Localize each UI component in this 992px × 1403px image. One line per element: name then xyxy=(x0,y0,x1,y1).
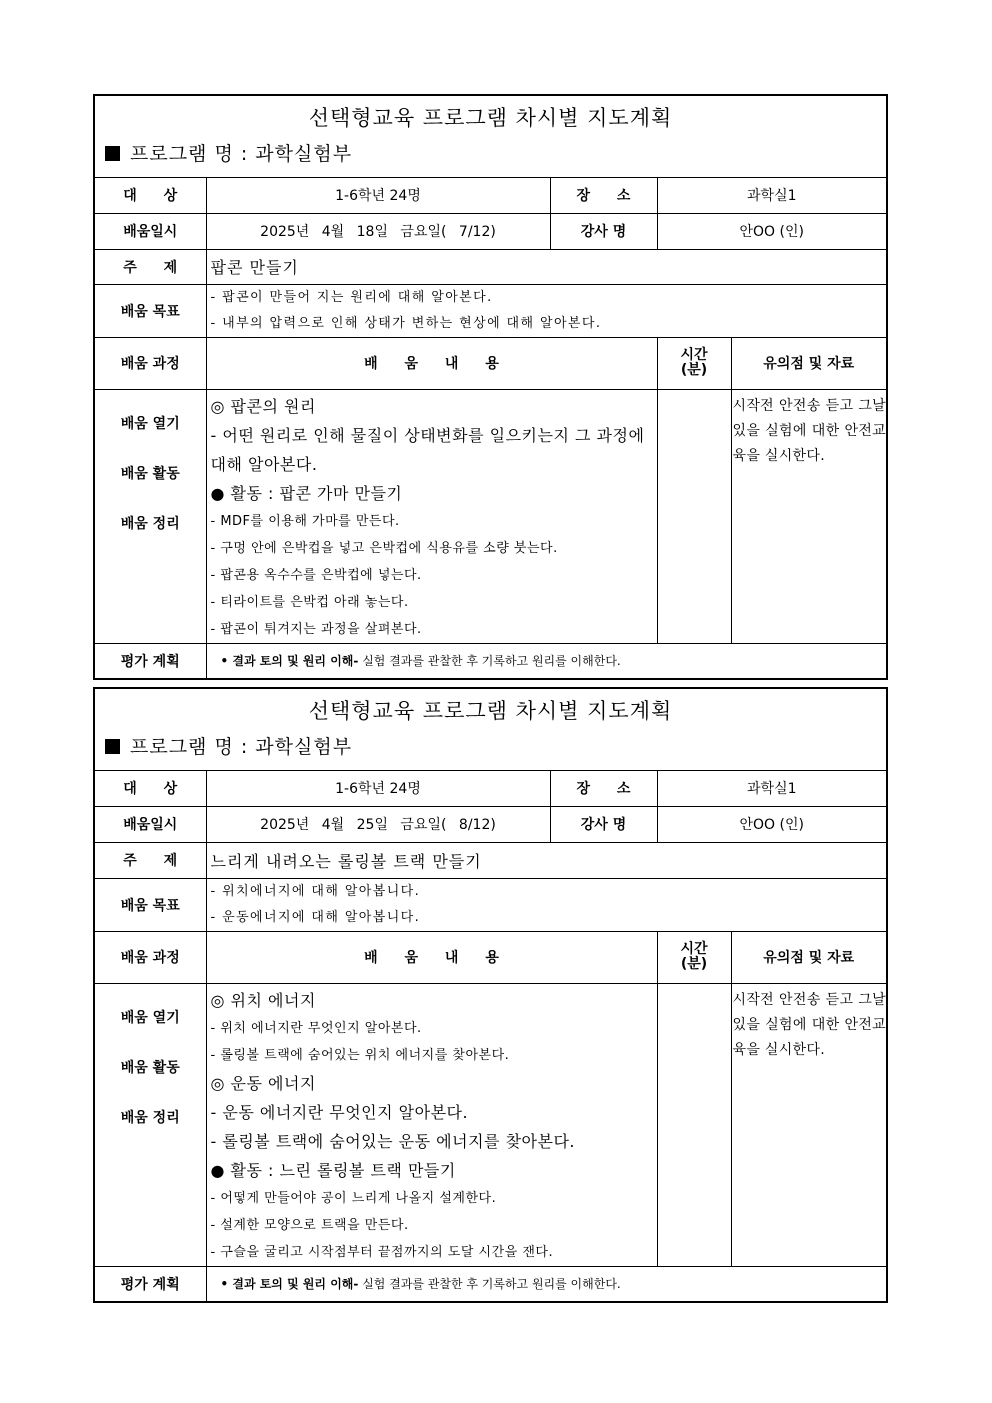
datetime-value: 2025년 4월 18일 금요일( 7/12) xyxy=(206,213,550,249)
stage-closing: 배움 정리 xyxy=(120,515,180,532)
time-header xyxy=(657,931,731,983)
time-header-line1: 시간 xyxy=(680,941,708,957)
target-value: 1-6학년 24명 xyxy=(206,771,550,806)
stage-closing: 배움 정리 xyxy=(120,1109,180,1126)
plan-table xyxy=(95,178,886,678)
goals-label: 배움 목표 xyxy=(95,878,206,931)
evaluation-label: 평가 계획 xyxy=(95,1266,206,1301)
square-bullet-icon xyxy=(105,739,120,754)
stage-opening: 배움 열기 xyxy=(120,1009,180,1026)
plan-title: 선택형교육 프로그램 차시별 지도계획 xyxy=(308,699,673,723)
content-line: ◎ 팝콘의 원리 xyxy=(210,396,316,416)
datetime-label: 배움일시 xyxy=(95,806,206,842)
row-datetime xyxy=(95,213,886,249)
evaluation-text: 실험 결과를 관찰한 후 기록하고 원리를 이해한다. xyxy=(358,654,621,669)
evaluation-title: • 결과 토의 및 원리 이해- xyxy=(220,654,359,669)
evaluation-text: 실험 결과를 관찰한 후 기록하고 원리를 이해한다. xyxy=(358,1277,621,1292)
time-header xyxy=(657,337,731,389)
theme-value: 느리게 내려오는 롤링볼 트랙 만들기 xyxy=(206,842,886,878)
row-target xyxy=(95,178,886,213)
place-label: 장 소 xyxy=(550,771,657,806)
content-line: - 롤링볼 트랙에 숨어있는 위치 에너지를 찾아본다. xyxy=(210,1047,510,1063)
instructor-label: 강사 명 xyxy=(550,806,657,842)
row-process-body xyxy=(95,389,886,643)
lesson-plan-2 xyxy=(93,687,888,1303)
lesson-plan-1 xyxy=(93,94,888,680)
plan-table xyxy=(95,771,886,1301)
notes-value: 시작전 안전송 듣고 그날 있을 실험에 대한 안전교육을 실시한다. xyxy=(731,389,886,643)
content-line: - 설계한 모양으로 트랙을 만든다. xyxy=(210,1217,409,1233)
notes-value: 시작전 안전송 듣고 그날 있을 실험에 대한 안전교육을 실시한다. xyxy=(731,983,886,1266)
datetime-value: 2025년 4월 25일 금요일( 8/12) xyxy=(206,806,550,842)
content-line: ◎ 위치 에너지 xyxy=(210,990,316,1010)
goal-item: - 내부의 압력으로 인해 상태가 변하는 현상에 대해 알아본다. xyxy=(210,315,602,331)
goal-item: - 팝콘이 만들어 지는 원리에 대해 알아본다. xyxy=(210,289,493,305)
instructor-value: 안OO (인) xyxy=(657,806,886,842)
content-line: ● 활동 : 팝콘 가마 만들기 xyxy=(210,483,403,503)
target-value: 1-6학년 24명 xyxy=(206,178,550,213)
place-value: 과학실1 xyxy=(657,771,886,806)
stage-opening: 배움 열기 xyxy=(120,415,180,432)
content-line: - 티라이트를 은박컵 아래 놓는다. xyxy=(210,594,409,610)
process-label: 배움 과정 xyxy=(95,931,206,983)
content-line: - 팝콘용 옥수수를 은박컵에 넣는다. xyxy=(210,567,422,583)
row-process-body xyxy=(95,983,886,1266)
row-goals xyxy=(95,878,886,931)
content-line: - 구멍 안에 은박컵을 넣고 은박컵에 식용유를 소량 붓는다. xyxy=(210,540,558,556)
row-process-header xyxy=(95,337,886,389)
row-datetime xyxy=(95,806,886,842)
row-evaluation xyxy=(95,1266,886,1301)
content-line: - 운동 에너지란 무엇인지 알아본다. xyxy=(210,1102,469,1122)
time-header-line1: 시간 xyxy=(680,347,708,363)
instructor-value: 안OO (인) xyxy=(657,213,886,249)
target-label: 대 상 xyxy=(95,771,206,806)
content-line: - MDF를 이용해 가마를 만든다. xyxy=(210,513,400,529)
program-name-text: 프로그램 명 : 과학실험부 xyxy=(130,736,353,758)
row-goals xyxy=(95,284,886,337)
place-label: 장 소 xyxy=(550,178,657,213)
content-line: ◎ 운동 에너지 xyxy=(210,1073,316,1093)
row-evaluation xyxy=(95,643,886,678)
theme-value: 팝콘 만들기 xyxy=(206,249,886,284)
goals-list xyxy=(206,878,886,931)
process-label: 배움 과정 xyxy=(95,337,206,389)
content-header: 배 움 내 용 xyxy=(206,931,657,983)
row-process-header xyxy=(95,931,886,983)
time-value xyxy=(657,983,731,1266)
time-header-line2: (분) xyxy=(680,956,708,972)
content-line: - 어떤 원리로 인해 물질이 상태변화를 일으키는지 그 과정에 대해 알아본다. xyxy=(210,425,645,474)
goals-label: 배움 목표 xyxy=(95,284,206,337)
plan-header xyxy=(95,689,886,771)
square-bullet-icon xyxy=(105,146,120,161)
goals-list xyxy=(206,284,886,337)
notes-header: 유의점 및 자료 xyxy=(731,337,886,389)
content-line: - 구슬을 굴리고 시작점부터 끝점까지의 도달 시간을 잰다. xyxy=(210,1244,554,1260)
content-line: - 위치 에너지란 무엇인지 알아본다. xyxy=(210,1020,422,1036)
datetime-label: 배움일시 xyxy=(95,213,206,249)
content-line: - 롤링볼 트랙에 숨어있는 운동 에너지를 찾아본다. xyxy=(210,1131,575,1151)
row-theme xyxy=(95,842,886,878)
content-line: - 어떻게 만들어야 공이 느리게 나올지 설계한다. xyxy=(210,1190,497,1206)
theme-label: 주 제 xyxy=(95,249,206,284)
theme-label: 주 제 xyxy=(95,842,206,878)
evaluation-label: 평가 계획 xyxy=(95,643,206,678)
plan-title: 선택형교육 프로그램 차시별 지도계획 xyxy=(308,106,673,130)
stage-list xyxy=(95,389,206,643)
program-name xyxy=(95,136,886,177)
goal-item: - 위치에너지에 대해 알아봅니다. xyxy=(210,883,421,899)
stage-activity: 배움 활동 xyxy=(120,1059,180,1076)
stage-list xyxy=(95,983,206,1266)
content-line: ● 활동 : 느린 롤링볼 트랙 만들기 xyxy=(210,1160,456,1180)
lesson-content xyxy=(206,983,657,1266)
lesson-content xyxy=(206,389,657,643)
time-value xyxy=(657,389,731,643)
place-value: 과학실1 xyxy=(657,178,886,213)
stage-activity: 배움 활동 xyxy=(120,465,180,482)
evaluation-value xyxy=(206,643,886,678)
notes-header: 유의점 및 자료 xyxy=(731,931,886,983)
plan-header xyxy=(95,96,886,178)
content-header: 배 움 내 용 xyxy=(206,337,657,389)
time-header-line2: (분) xyxy=(680,362,708,378)
instructor-label: 강사 명 xyxy=(550,213,657,249)
row-theme xyxy=(95,249,886,284)
evaluation-value xyxy=(206,1266,886,1301)
goal-item: - 운동에너지에 대해 알아봅니다. xyxy=(210,909,421,925)
row-target xyxy=(95,771,886,806)
program-name xyxy=(95,729,886,770)
evaluation-title: • 결과 토의 및 원리 이해- xyxy=(220,1277,359,1292)
program-name-text: 프로그램 명 : 과학실험부 xyxy=(130,143,353,165)
target-label: 대 상 xyxy=(95,178,206,213)
content-line: - 팝콘이 튀겨지는 과정을 살펴본다. xyxy=(210,621,422,637)
